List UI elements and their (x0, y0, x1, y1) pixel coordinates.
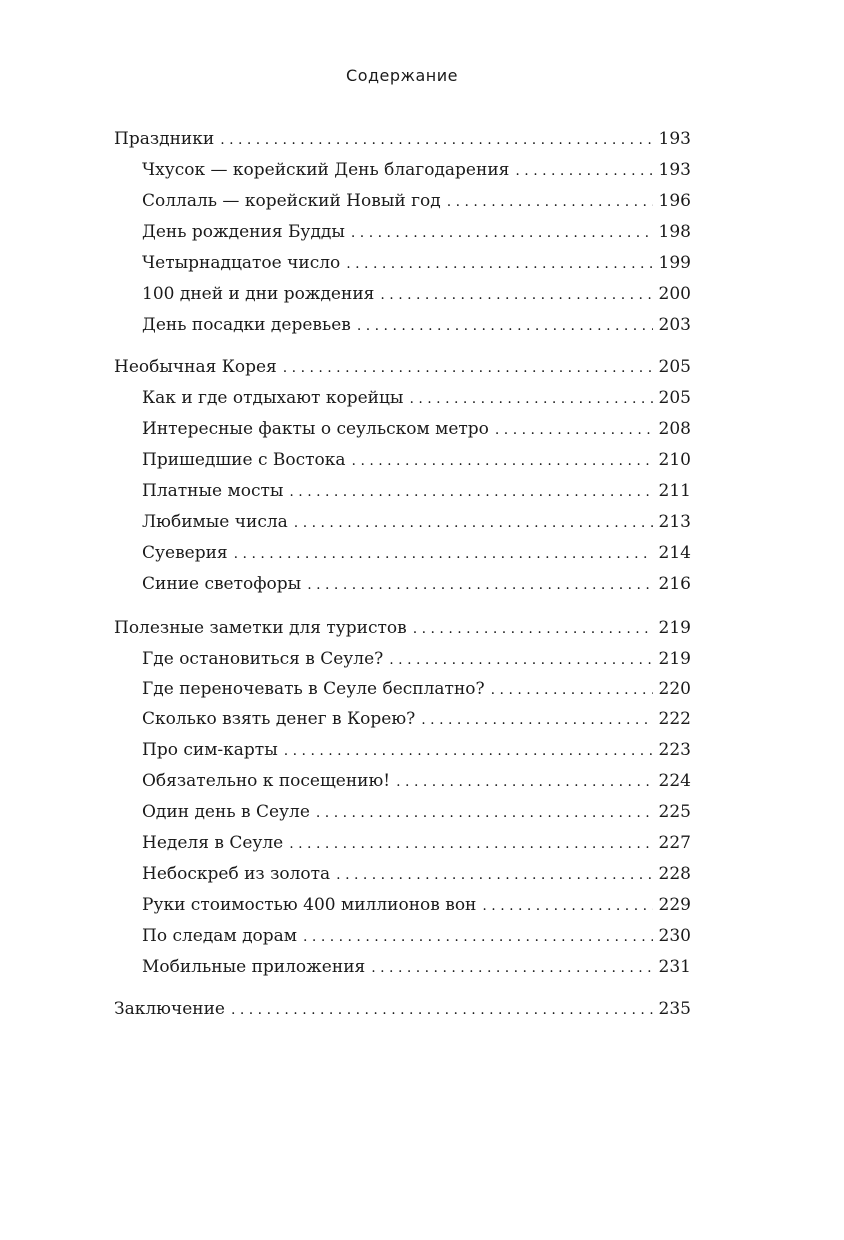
dot-leader (371, 957, 652, 979)
toc-entry[interactable] (142, 480, 691, 503)
dot-leader (389, 649, 652, 671)
toc-entry-title: Интересные факты о сеульском метро (142, 419, 489, 439)
dot-leader (234, 543, 653, 565)
dot-leader (495, 419, 653, 441)
toc-entry[interactable] (142, 190, 691, 213)
toc-entry[interactable] (142, 511, 691, 534)
toc-page-number: 223 (658, 740, 691, 760)
running-head-title: Содержание (346, 66, 458, 85)
toc-section-title: Праздники (114, 129, 215, 149)
toc-section-tourist-notes[interactable] (114, 617, 691, 640)
toc-page-number: 210 (658, 450, 691, 470)
toc-page-number: 214 (658, 543, 691, 563)
dot-leader (482, 895, 652, 917)
dot-leader (352, 450, 653, 472)
toc-page-number: 193 (658, 160, 691, 180)
toc-page-number: 193 (658, 129, 691, 149)
toc-entry[interactable] (142, 314, 691, 337)
toc-section-title: Полезные заметки для туристов (114, 618, 407, 638)
toc-entry[interactable] (142, 832, 691, 855)
toc-page-number: 228 (658, 864, 691, 884)
toc-entry[interactable] (142, 542, 691, 565)
toc-entry-title: Обязательно к посещению! (142, 771, 391, 791)
toc-entry-title: Как и где отдыхают корейцы (142, 388, 404, 408)
toc-page-number: 200 (658, 284, 691, 304)
toc-entry-title: Небоскреб из золота (142, 864, 331, 884)
dot-leader (336, 864, 652, 886)
toc-entry[interactable] (142, 283, 691, 306)
dot-leader (413, 618, 653, 640)
toc-entry-title: Платные мосты (142, 481, 284, 501)
toc-entry[interactable] (142, 925, 691, 948)
toc-page-number: 229 (658, 895, 691, 915)
toc-section-holidays[interactable] (114, 128, 691, 151)
dot-leader (396, 771, 652, 793)
toc-entry-title: Пришедшие с Востока (142, 450, 346, 470)
toc-entry-title: Синие светофоры (142, 574, 302, 594)
toc-entry-title: Чхусок — корейский День благодарения (142, 160, 510, 180)
dot-leader (307, 574, 652, 596)
toc-section-conclusion[interactable] (114, 998, 691, 1021)
toc-page-number: 199 (658, 253, 691, 273)
toc-section-title: Необычная Корея (114, 357, 277, 377)
dot-leader (316, 802, 653, 824)
dot-leader (283, 357, 653, 379)
toc-page-number: 213 (658, 512, 691, 532)
toc-page-number: 205 (658, 357, 691, 377)
toc-entry[interactable] (142, 221, 691, 244)
toc-page-number: 230 (658, 926, 691, 946)
toc-section-title: Заключение (114, 999, 225, 1019)
dot-leader (491, 679, 653, 701)
toc-page-number: 222 (658, 709, 691, 729)
toc-page-number: 219 (658, 649, 691, 669)
toc-entry-title: По следам дорам (142, 926, 298, 946)
toc-entry[interactable] (142, 678, 691, 701)
toc-page-number: 196 (658, 191, 691, 211)
toc-entry[interactable] (142, 387, 691, 410)
toc-entry-title: Соллаль — корейский Новый год (142, 191, 441, 211)
toc-entry-title: День рождения Будды (142, 222, 345, 242)
toc-entry-title: Руки стоимостью 400 миллионов вон (142, 895, 477, 915)
dot-leader (515, 160, 652, 182)
toc-page-number: 208 (658, 419, 691, 439)
toc-entry-title: Где переночевать в Сеуле бесплатно? (142, 679, 485, 699)
toc-entry[interactable] (142, 708, 691, 731)
toc-page-number: 198 (658, 222, 691, 242)
toc-entry-title: Четырнадцатое число (142, 253, 341, 273)
dot-leader (357, 315, 653, 337)
toc-page-number: 219 (658, 618, 691, 638)
dot-leader (289, 481, 652, 503)
toc-entry-title: Неделя в Сеуле (142, 833, 284, 853)
toc-page-number: 216 (658, 574, 691, 594)
toc-page-number: 211 (658, 481, 691, 501)
toc-entry-title: Суеверия (142, 543, 228, 563)
dot-leader (284, 740, 653, 762)
toc-entry-title: Один день в Сеуле (142, 802, 310, 822)
toc-entry[interactable] (142, 956, 691, 979)
toc-entry-title: Сколько взять денег в Корею? (142, 709, 416, 729)
dot-leader (447, 191, 653, 213)
toc-entry[interactable] (142, 648, 691, 671)
dot-leader (346, 253, 652, 275)
toc-entry[interactable] (142, 573, 691, 596)
toc-page-number: 205 (658, 388, 691, 408)
toc-section-unusual-korea[interactable] (114, 356, 691, 379)
dot-leader (220, 129, 652, 151)
toc-entry[interactable] (142, 894, 691, 917)
toc-page-number: 225 (658, 802, 691, 822)
toc-entry[interactable] (142, 159, 691, 182)
toc-page-number: 227 (658, 833, 691, 853)
toc-page-number: 224 (658, 771, 691, 791)
toc-entry-title: День посадки деревьев (142, 315, 351, 335)
toc-entry[interactable] (142, 739, 691, 762)
toc-entry[interactable] (142, 252, 691, 275)
toc-entry-title: Про сим-карты (142, 740, 278, 760)
dot-leader (231, 999, 653, 1021)
toc-entry-title: Мобильные приложения (142, 957, 366, 977)
dot-leader (289, 833, 652, 855)
toc-page-number: 220 (658, 679, 691, 699)
toc-entry-title: 100 дней и дни рождения (142, 284, 375, 304)
toc-entry-title: Где остановиться в Сеуле? (142, 649, 384, 669)
dot-leader (294, 512, 653, 534)
dot-leader (421, 709, 652, 731)
toc-entry[interactable] (142, 801, 691, 824)
toc-entry-title: Любимые числа (142, 512, 288, 532)
dot-leader (409, 388, 652, 410)
toc-entry[interactable] (142, 418, 691, 441)
dot-leader (380, 284, 652, 306)
toc-page-number: 231 (658, 957, 691, 977)
toc-page-number: 235 (658, 999, 691, 1019)
toc-entry[interactable] (142, 863, 691, 886)
toc-entry[interactable] (142, 770, 691, 793)
dot-leader (303, 926, 653, 948)
toc-entry[interactable] (142, 449, 691, 472)
dot-leader (351, 222, 653, 244)
toc-page-number: 203 (658, 315, 691, 335)
